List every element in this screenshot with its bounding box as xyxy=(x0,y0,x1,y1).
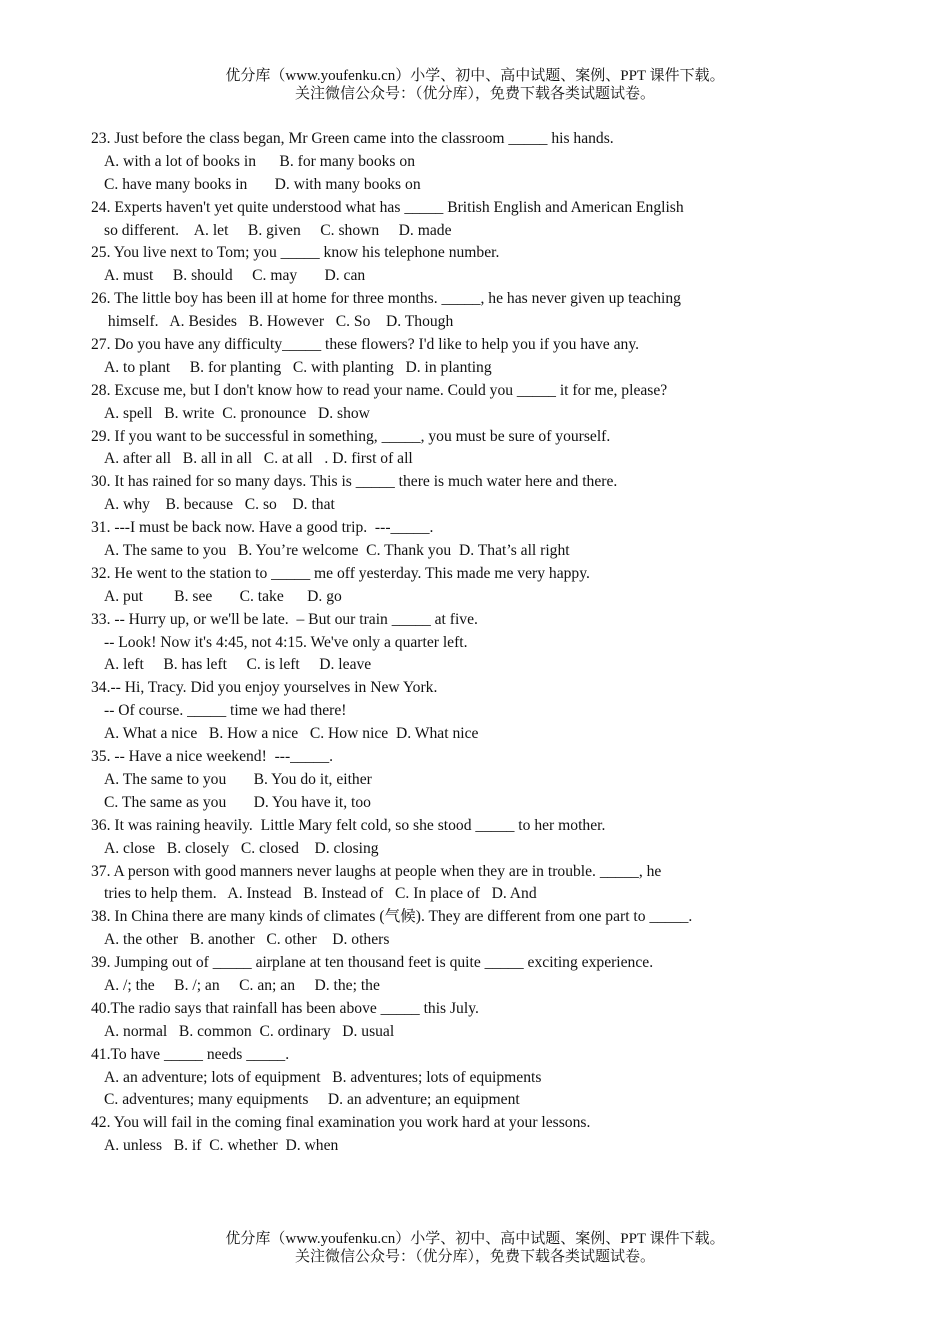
header-line-1: 优分库（www.youfenku.cn）小学、初中、高中试题、案例、PPT 课件下载。 xyxy=(225,68,725,84)
answer-options-line: A. close B. closely C. closed D. closing xyxy=(104,839,379,857)
question-line: 42. You will fail in the coming final examination you work hard at your lessons. xyxy=(91,1114,591,1132)
answer-options-line: A. What a nice B. How a nice C. How nice D. What nice xyxy=(104,725,479,743)
question-line: 26. The little boy has been ill at home for three months. _____, he has never given up teaching xyxy=(91,290,681,308)
question-line: 38. In China there are many kinds of climates (气候). They are different from one part to _____. xyxy=(91,908,693,926)
question-line: 32. He went to the station to _____ me off yesterday. This made me very happy. xyxy=(91,564,590,582)
answer-options-line: A. The same to you B. You do it, either xyxy=(104,770,372,788)
answer-options-line: C. have many books in D. with many books on xyxy=(104,175,421,193)
answer-options-line: so different. A. let B. given C. shown D. made xyxy=(104,221,452,239)
header-line-2: 关注微信公众号：（优分库），免费下载各类试题试卷。 xyxy=(294,86,655,102)
question-line: 31. ---I must be back now. Have a good trip. ---_____. xyxy=(91,519,434,537)
question-list xyxy=(91,128,891,1158)
answer-options-line: C. adventures; many equipments D. an adventure; an equipment xyxy=(104,1091,520,1109)
question-line: 33. -- Hurry up, or we'll be late. – But our train _____ at five. xyxy=(91,610,478,628)
question-line: 30. It has rained for so many days. This is _____ there is much water here and there. xyxy=(91,473,618,491)
answer-options-line: A. must B. should C. may D. can xyxy=(104,267,366,285)
question-line: 40.The radio says that rainfall has been above _____ this July. xyxy=(91,999,479,1017)
question-line: 37. A person with good manners never laughs at people when they are in trouble. _____, he xyxy=(91,862,662,880)
answer-options-line: A. the other B. another C. other D. others xyxy=(104,931,390,949)
answer-options-line: A. why B. because C. so D. that xyxy=(104,496,335,514)
question-line: 24. Experts haven't yet quite understood what has _____ British English and American English xyxy=(91,198,684,216)
answer-options-line: A. to plant B. for planting C. with planting D. in planting xyxy=(104,358,492,376)
question-line: 34.-- Hi, Tracy. Did you enjoy yourselves in New York. xyxy=(91,679,438,697)
answer-options-line: C. The same as you D. You have it, too xyxy=(104,793,371,811)
answer-options-line: A. an adventure; lots of equipment B. adventures; lots of equipments xyxy=(104,1068,542,1086)
question-line: 35. -- Have a nice weekend! ---_____. xyxy=(91,748,334,766)
answer-options-line: A. unless B. if C. whether D. when xyxy=(104,1137,339,1155)
question-line: 27. Do you have any difficulty_____ these flowers? I'd like to help you if you have any. xyxy=(91,336,640,354)
answer-options-line: tries to help them. A. Instead B. Instead of C. In place of D. And xyxy=(104,885,537,903)
footer-line-2: 关注微信公众号：（优分库），免费下载各类试题试卷。 xyxy=(294,1249,655,1265)
question-line: 39. Jumping out of _____ airplane at ten thousand feet is quite _____ exciting experience. xyxy=(91,954,654,972)
question-line: 36. It was raining heavily. Little Mary felt cold, so she stood _____ to her mother. xyxy=(91,816,606,834)
question-line: 23. Just before the class began, Mr Green came into the classroom _____ his hands. xyxy=(91,130,614,147)
page-footer xyxy=(0,1230,950,1266)
answer-options-line: -- Look! Now it's 4:45, not 4:15. We've only a quarter left. xyxy=(104,633,468,651)
question-line: 41.To have _____ needs _____. xyxy=(91,1045,290,1063)
question-line: 29. If you want to be successful in something, _____, you must be sure of yourself. xyxy=(91,427,611,445)
answer-options-line: -- Of course. _____ time we had there! xyxy=(104,702,347,720)
question-line: 28. Excuse me, but I don't know how to read your name. Could you _____ it for me, please? xyxy=(91,381,668,399)
answer-options-line: A. The same to you B. You’re welcome C. Thank you D. That’s all right xyxy=(104,542,570,560)
answer-options-line: A. spell B. write C. pronounce D. show xyxy=(104,404,370,422)
footer-line-1: 优分库（www.youfenku.cn）小学、初中、高中试题、案例、PPT 课件下载。 xyxy=(225,1231,725,1247)
question-line: 25. You live next to Tom; you _____ know his telephone number. xyxy=(91,244,500,262)
answer-options-line: A. left B. has left C. is left D. leave xyxy=(104,656,372,674)
page-header xyxy=(0,67,950,103)
answer-options-line: A. /; the B. /; an C. an; an D. the; the xyxy=(104,976,380,994)
answer-options-line: A. put B. see C. take D. go xyxy=(104,587,342,605)
answer-options-line: A. with a lot of books in B. for many books on xyxy=(104,152,415,170)
answer-options-line: A. after all B. all in all C. at all . D. first of all xyxy=(104,450,413,468)
answer-options-line: A. normal B. common C. ordinary D. usual xyxy=(104,1022,395,1040)
answer-options-line: himself. A. Besides B. However C. So D. Though xyxy=(104,313,454,331)
